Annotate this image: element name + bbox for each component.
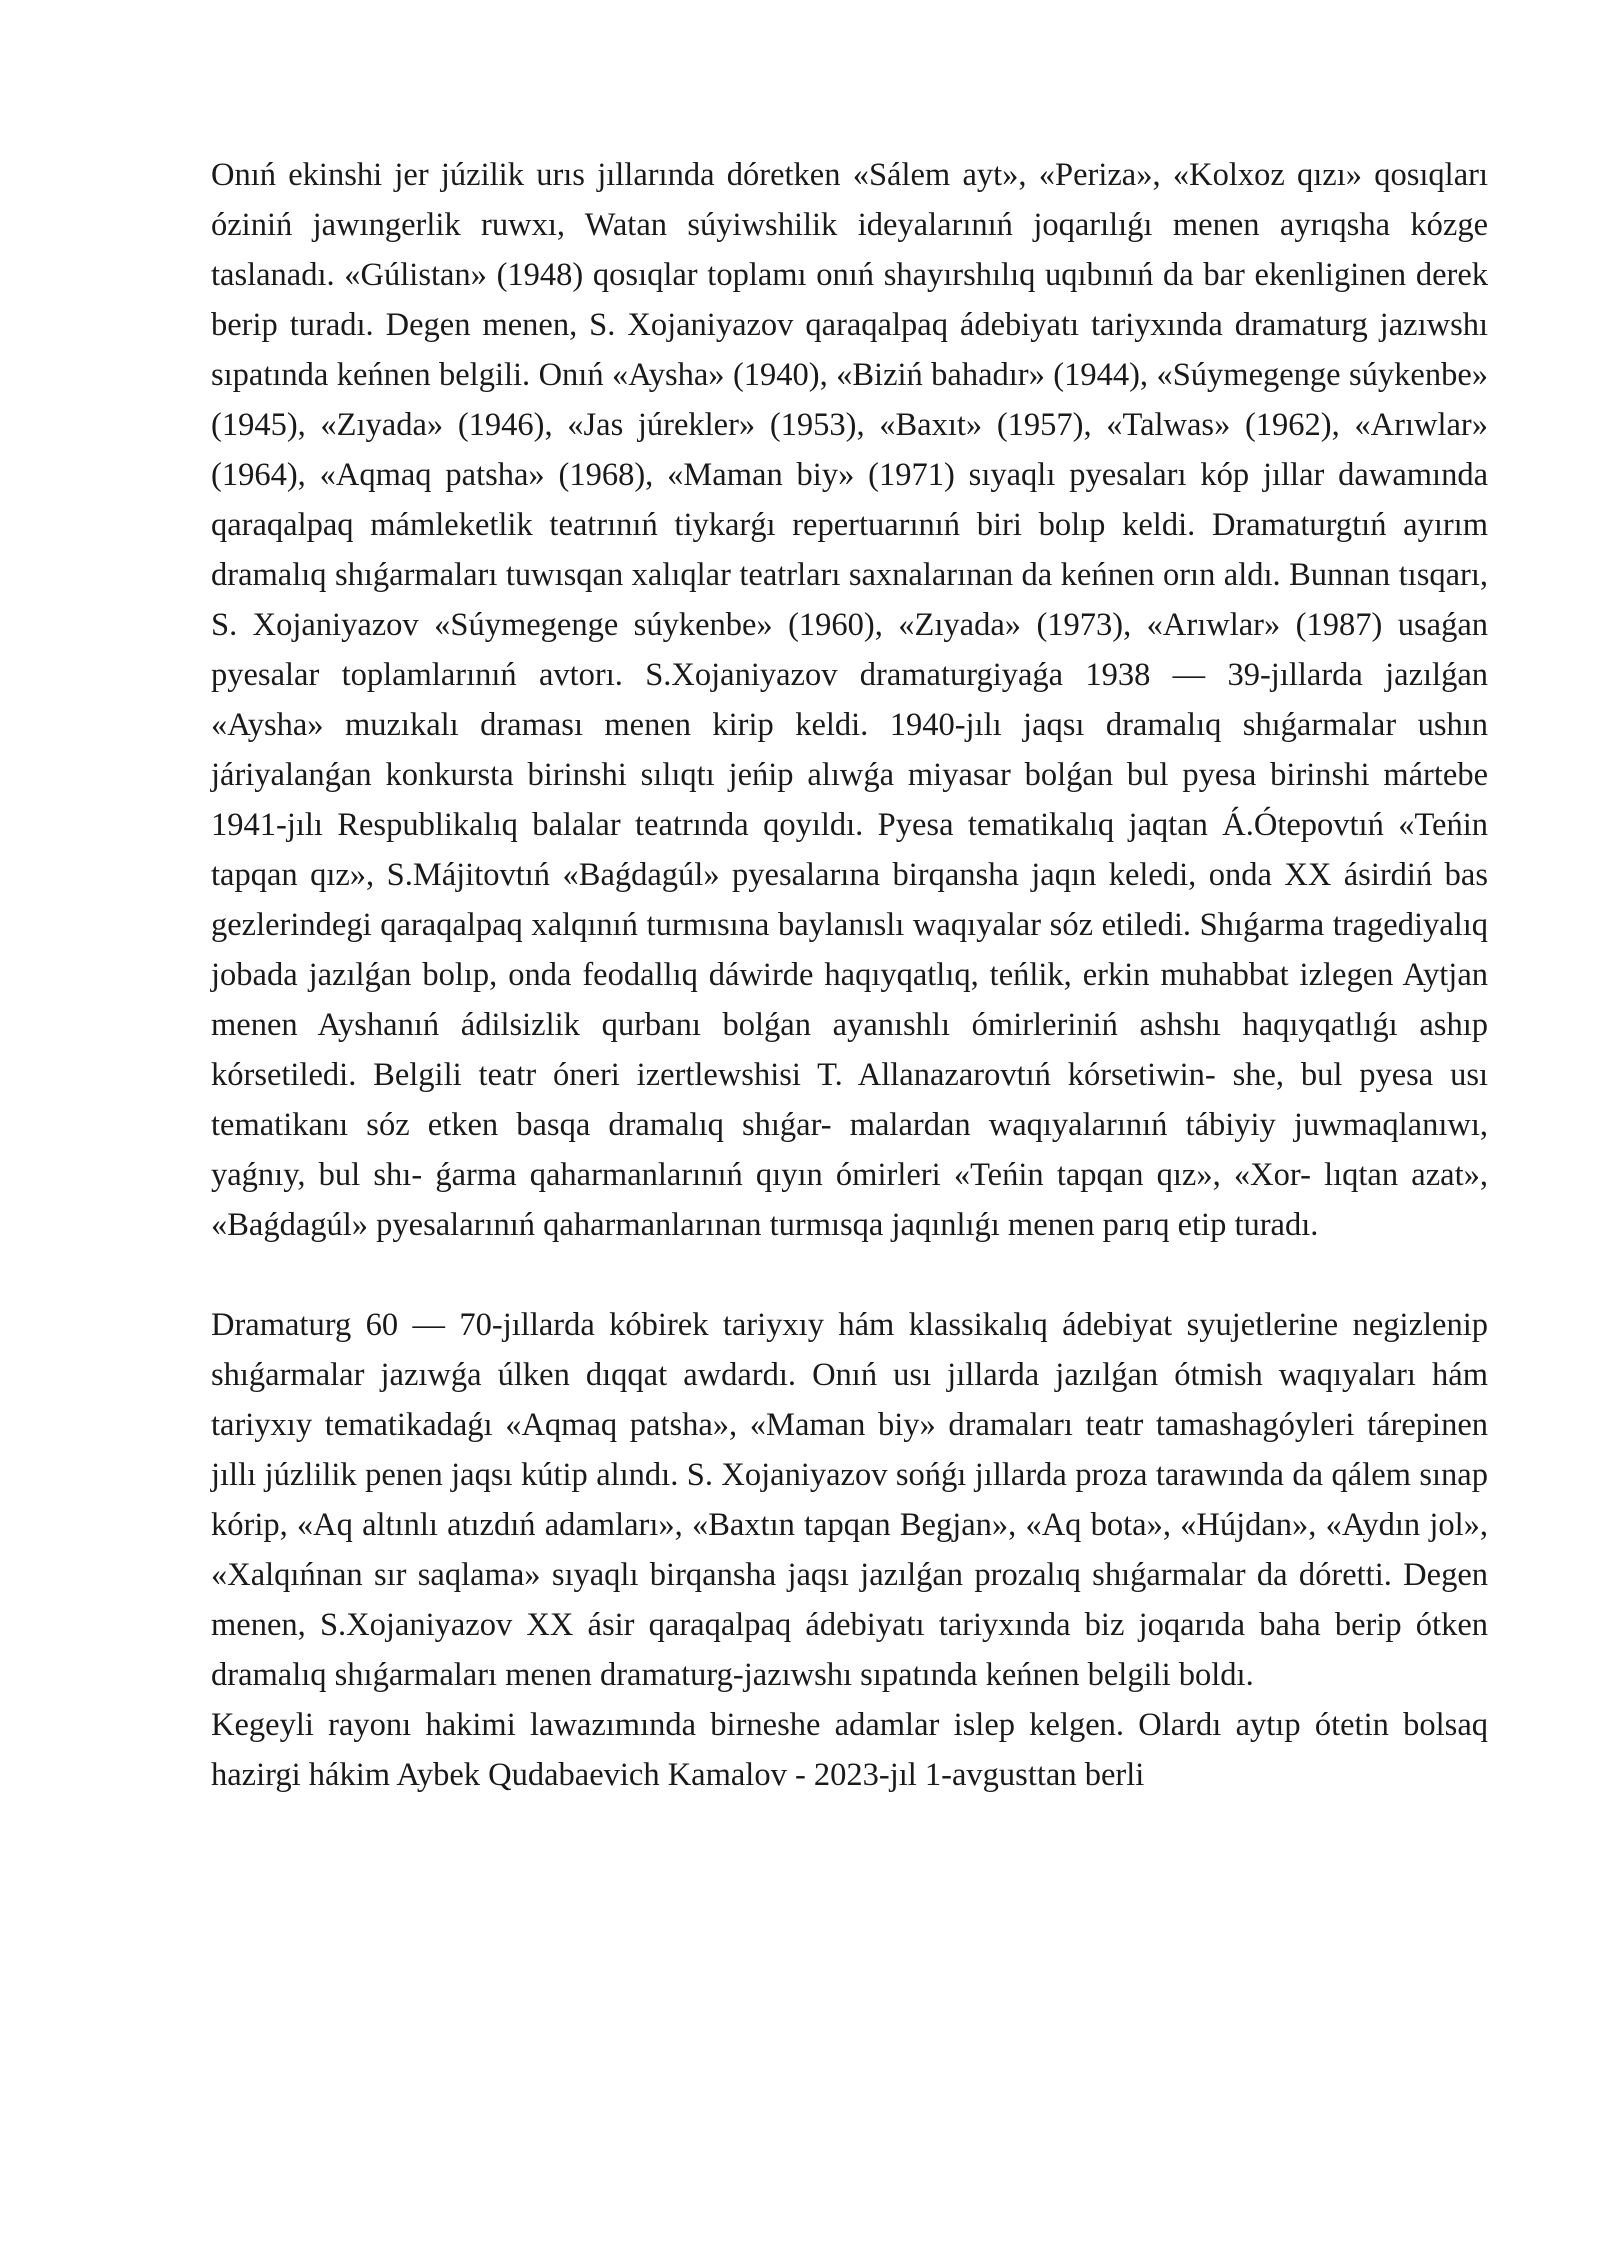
- paragraph-1: Onıń ekinshi jer júzilik urıs jıllarında dóretken «Sálem ayt», «Periza», «Kolxoz qızı» qosıqları óziniń jawıngerlik ruwxı, Watan súyiwshilik ideyalarınıń joqarılıǵı menen ayrıqsha kózge taslanadı. «Gúlistan» (1948) qosıqlar toplamı onıń shayırshılıq uqıbınıń da bar ekenliginen derek berip turadı. Degen menen, S. Xojaniyazov qaraqalpaq ádebiyatı tariyxında dramaturg jazıwshı sıpatında keńnen belgili. Onıń «Aysha» (1940), «Biziń bahadır» (1944), «Súymegenge súykenbe» (1945), «Zıyada» (1946), «Jas júrekler» (1953), «Baxıt» (1957), «Talwas» (1962), «Arıwlar» (1964), «Aqmaq patsha» (1968), «Maman biy» (1971) sıyaqlı pyesaları kóp jıllar dawamında qaraqalpaq mámleketlik teatrınıń tiykarǵı repertuarınıń biri bolıp keldi. Dramaturgtıń ayırım dramalıq shıǵarmaları tuwısqan xalıqlar teatrları saxnalarınan da keńnen orın aldı. Bunnan tısqarı, S. Xojaniyazov «Súymegenge súykenbe» (1960), «Zıyada» (1973), «Arıwlar» (1987) usaǵan pyesalar toplamlarınıń avtorı. S.Xojaniyazov dramaturgiyaǵa 1938 — 39-jıllarda jazılǵan «Aysha» muzıkalı draması menen kirip keldi. 1940-jılı jaqsı dramalıq shıǵarmalar ushın járiyalanǵan konkursta birinshi sılıqtı jeńip alıwǵa miyasar bolǵan bul pyesa birinshi mártebe 1941-jılı Respublikalıq balalar teatrında qoyıldı. Pyesa tematikalıq jaqtan Á.Ótepovtıń «Teńin tapqan qız», S.Májitovtıń «Baǵdagúl» pyesalarına birqansha jaqın keledi, onda XX ásirdiń bas gezlerindegi qaraqalpaq xalqınıń turmısına baylanıslı waqıyalar sóz etiledi. Shıǵarma tragediyalıq jobada jazılǵan bolıp, onda feodallıq dáwirde haqıyqatlıq, teńlik, erkin muhabbat izlegen Aytjan menen Ayshanıń ádilsizlik qurbanı bolǵan ayanıshlı ómirleriniń ashshı haqıyqatlıǵı ashıp kórsetiledi. Belgili teatr óneri izertlewshisi T. Allanazarovtıń kórsetiwin- she, bul pyesa usı tematikanı sóz etken basqa dramalıq shıǵar- malardan waqıyalarınıń tábiyiy juwmaqlanıwı, yaǵnıy, bul shı- ǵarma qaharmanlarınıń qıyın ómirleri «Teńin tapqan qız», «Xor- lıqtan azat», «Baǵdagúl» pyesalarınıń qaharmanlarınan turmısqa jaqınlıǵı menen parıq etip turadı.: [211, 157, 1488, 1243]
- paragraph-2: Dramaturg 60 — 70-jıllarda kóbirek tariyxıy hám klassikalıq ádebiyat syujetlerine negizlenip shıǵarmalar jazıwǵa úlken dıqqat awdardı. Onıń usı jıllarda jazılǵan ótmish waqıyaları hám tariyxıy tematikadaǵı «Aqmaq patsha», «Maman biy» dramaları teatr tamashagóyleri tárepinen jıllı júzlilik penen jaqsı kútip alındı. S. Xojaniyazov sońǵı jıllarda proza tarawında da qálem sınap kórip, «Aq altınlı atızdıń adamları», «Baxtın tapqan Begjan», «Aq bota», «Hújdan», «Aydın jol», «Xalqıńnan sır saqlama» sıyaqlı birqansha jaqsı jazılǵan prozalıq shıǵarmalar da dóretti. Degen menen, S.Xojaniyazov XX ásir qaraqalpaq ádebiyatı tariyxında biz joqarıda baha berip ótken dramalıq shıǵarmaları menen dramaturg-jazıwshı sıpatında keńnen belgili boldı.: [211, 1307, 1488, 1693]
- document-page: [211, 150, 1488, 1800]
- paragraph-3: Kegeyli rayonı hakimi lawazımında birneshe adamlar islep kelgen. Olardı aytıp ótetin bolsaq hazirgi hákim Aybek Qudabaevich Kamalov - 2023-jıl 1-avgusttan berli: [211, 1707, 1488, 1793]
